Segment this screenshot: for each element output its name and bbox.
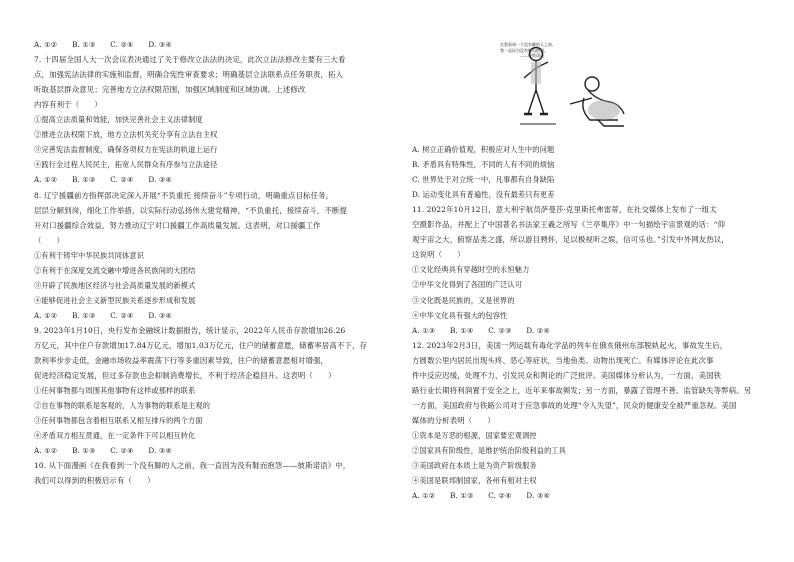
left-text-line: 10. 从下面漫画《在我看到一个没有脚的人之前，我一直因为没有鞋而抱怨——彼斯诺语》中， [34,461,351,471]
left-text-line: ①任何事物都与周围其他事物有这样或那样的联系 [34,386,196,396]
right-text-line: 空摄影作品，并配上了中国著名书法家王羲之所写《兰亭集序》中一句描绘宇宙景观的话：“仰 [412,220,726,230]
left-text-line: ④矛盾双方相互贯通，在一定条件下可以相互转化 [34,431,196,441]
left-text-line: ②自在事物的联系是客观的，人为事物的联系是主观的 [34,401,211,411]
left-text-line: 内容有利于（ ） [34,100,102,110]
right-text-line: A. 树立正确价值观，积极应对人生中的问题 [412,145,555,154]
left-text-line: 我们可以得到的积极启示有（ ） [34,476,155,486]
left-text-line: ①有利于铸牢中华民族共同体意识 [34,250,145,260]
left-text-line: 款利率步步走低，金融市场收益率震荡下行等多重因素导致，住户的储蓄意愿相对增强， [34,356,329,366]
right-text-line: ①资本是万恶的根源，国家要宏观调控 [412,430,537,440]
right-text-line: C. 世界处于对立统一中，凡事都有自身缺陷 [412,175,555,185]
right-text-line: ③文化既是民族的，又是世界的 [412,295,515,305]
left-text-line: A. ①② B. ①③ C. ②④ D. ③④ [34,175,173,185]
right-text-line: ①文化经典具有穿越时空的永恒魅力 [412,265,530,275]
right-text-line: ②国家具有阶级性，是维护统治阶级利益的工具 [412,446,567,455]
left-text-line: A. ①② B. ①③ C. ②④ D. ③④ [34,310,173,320]
cartoon-caption-line: 我一直因为没有鞋而抱怨。 [500,47,548,53]
right-text-line: A. ①② B. ①③ C. ②④ D. ③④ [412,491,551,501]
right-text-line: ③美国政府在本质上是为资产阶级服务 [412,461,537,471]
right-text-line: 媒体的分析表明（ ） [412,415,495,425]
left-text-line: 升对口援疆综合效益，努力推动辽宁对口援疆工作高质量发展。这表明，对口援疆工作 [34,220,321,230]
right-text-line: 这说明（ ） [412,250,465,260]
left-text-line: ①提高立法质量和效能，加快完善社会主义法律制度 [34,115,203,125]
left-text-line: 听取基层群众意见；完善地方立法权限范围，加强区域制度和区域协调。上述修改 [34,85,306,95]
left-text-line: 促进经济稳定发展，但过多存款也会抑制消费增长，不利于经济企稳回升。这表明（ ） [34,371,336,381]
left-text-line: 层层分解到岗，细化工作举措，以实际行动弘扬伟大建党精神，“不负重托，接续奋斗，不断提 [34,205,348,215]
left-text-line: ②推进立法权限下放，地方立法机关充分享有立法自主权 [34,130,218,140]
left-text-line: 8. 辽宁援疆前方指挥部决定深入开展“不负重托 接续奋斗”专项行动，明确重点目标任务， [34,190,334,200]
left-text-line: A. ①② B. ①③ C. ②④ D. ③④ [34,446,173,456]
right-text-line: B. 矛盾具有特殊性，不同的人有不同的烦恼 [412,160,555,170]
right-text-line: 一方面，美国政府与铁路公司对于应急事故的处理“令人失望”，民众的健康安全被严重忽视。美国 [412,400,737,410]
right-text-line: 件中反应迟缓，处理不力，引发民众和舆论的广泛批评。美国媒体分析认为，一方面，美国铁 [412,370,722,380]
right-text-line: 路行业长期将利润置于安全之上，近年来事故频发；另一方面，暴露了管理不善、监管缺失等弊病。另 [412,385,752,395]
left-text-line: ④能够促进社会主义新型民族关系逐步形成和发展 [34,295,196,305]
left-text-line: ③任何事物都包含着相互联系又相互排斥的两个方面 [34,416,203,426]
left-text-line: （ ） [34,235,65,245]
left-text-line: ④践行全过程人民民主，拓宽人民群众有序参与立法途径 [34,160,218,170]
left-text-line: ②有利于在深度交流交融中增进各民族间的大团结 [34,265,196,275]
right-text-line: 11. 2022年10月12日，意大利宇航员萨曼莎·克里斯托弗雷蒂，在社交媒体上发布了一组太 [412,205,717,215]
left-text-line: ③开辟了民族地区经济与社会高质量发展的新模式 [34,280,196,290]
right-text-line: 12. 2023年2月3日，美国一列运载有毒化学品的列车在俄亥俄州东部脱轨起火，事故发生后， [412,340,728,350]
right-text-line: D. 运动变化具有普遍性，没有最差只有更差 [412,190,555,200]
right-text-line: A. ①③ B. ①④ C. ②③ D. ②④ [412,325,551,335]
right-text-line: ②中华文化得到了各国的广泛认可 [412,280,523,290]
right-text-line: 观宇宙之大，俯察品类之盛，所以游目骋怀，足以极视听之娱，信可乐也。”引发中外网友热议， [412,235,729,245]
right-text-line: ④中华文化具有强大的包容性 [412,310,508,320]
right-text-line: ④美国是联邦制国家，各州有相对主权 [412,476,537,486]
left-text-line: 点，加强宪法法律的实施和监督，明确合宪性审查要求；明确基层立法联系点任务职责，拓入 [34,70,344,80]
left-text-line: 9. 2023年1月10日，央行发布金融统计数据报告，统计显示，2022年人民币存款增加26.26 [34,325,346,335]
left-text-line: 万亿元，其中住户存款增加17.84万亿元，增加1.03万亿元，住户的储蓄意愿，储蓄率居高不下，存 [34,341,368,350]
left-text-line: 7. 十四届全国人大一次会议表决通过了关于修改立法法的决定，此次立法法修改主要有三大看 [34,55,346,65]
cartoon-caption-line: 在我看到一个没有脚的人之前， [500,42,556,47]
right-text-line: 方圆数公里内居民出现头疼、恶心等症状，当地鱼类、动物出现死亡。有媒体评论在此次事 [412,355,714,365]
cartoon-caption-line: ——彼斯诺语 [520,53,544,58]
left-text-line: A. ①② B. ①③ C. ②④ D. ③④ [34,40,173,49]
left-text-line: ③完善宪法监督制度，确保各项权力在宪法的轨道上运行 [34,145,218,155]
